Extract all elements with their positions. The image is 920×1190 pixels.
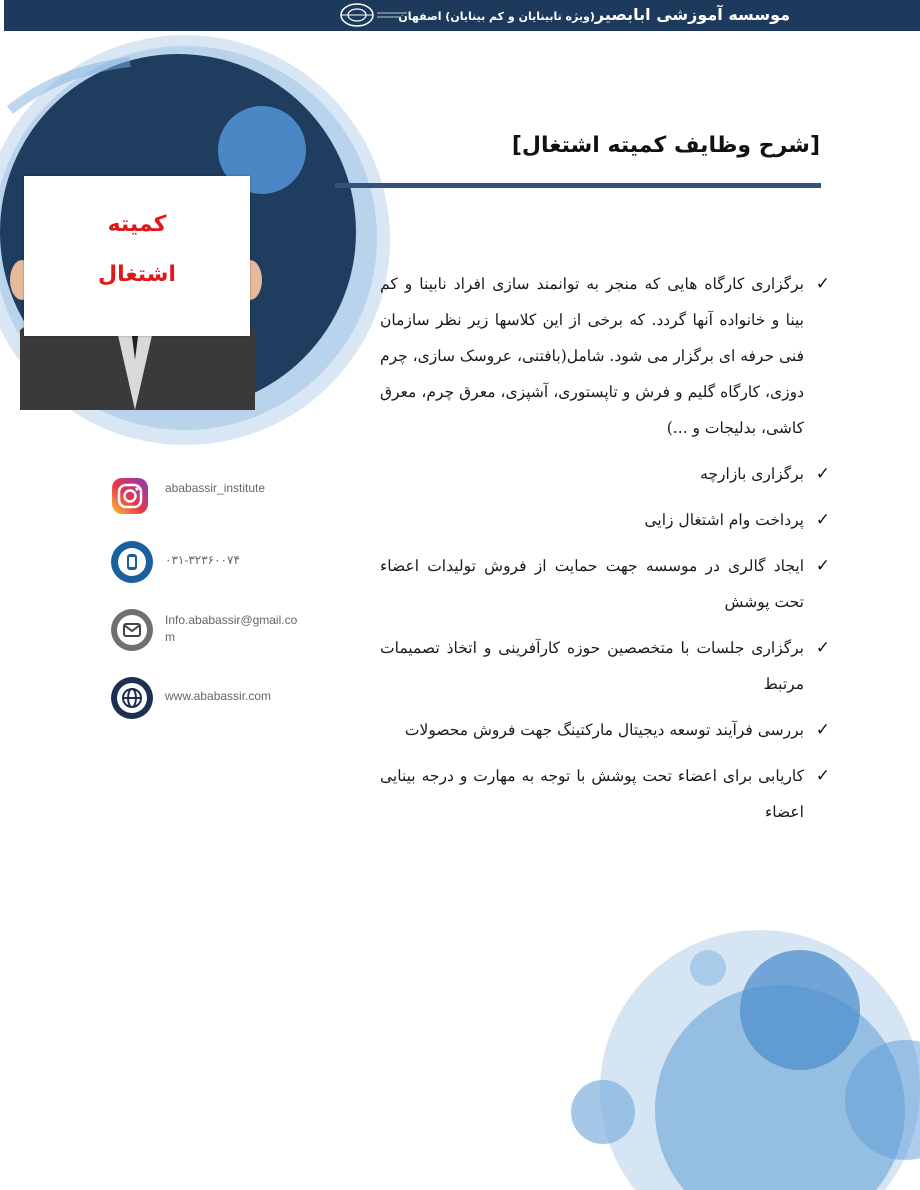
institute-subtitle: (ویژه نابینایان و کم بینایان) اصفهان — [398, 10, 595, 23]
list-item-text: پرداخت وام اشتغال زایی — [644, 511, 804, 529]
section-title: [شرح وظایف کمیته اشتغال] — [511, 133, 820, 158]
list-item-text: بررسی فرآیند توسعه دیجیتال مارکتینگ جهت فروش محصولات — [404, 721, 804, 739]
list-item-text: برگزاری کارگاه هایی که منجر به توانمند سازی افراد نابینا و کم بینا و خانواده آنها گردد. که برخی از این کلاسها زیر نظر سازمان فنی حرفه ای برگزار می شود. شامل(بافتنی، عروسک سازی، چرم دوزی، کارگاه گلیم و فرش و تاپستوری، آشپزی، معرق چرم، معرق کاشی، بدلیجات و ...) — [379, 275, 804, 437]
list-item — [380, 456, 830, 492]
committee-sign — [24, 176, 250, 336]
check-icon: ✓ — [815, 464, 830, 484]
list-item — [380, 630, 830, 702]
list-item — [380, 502, 830, 538]
email-address: Info.ababassir@gmail.com — [165, 613, 298, 644]
check-icon: ✓ — [815, 766, 830, 786]
check-icon: ✓ — [815, 274, 830, 294]
list-item — [380, 758, 830, 830]
globe-icon — [110, 676, 154, 720]
list-item-text: ایجاد گالری در موسسه جهت حمایت از فروش تولیدات اعضاء تحت پوشش — [380, 557, 804, 611]
phone-icon — [110, 540, 154, 584]
title-divider — [335, 183, 821, 188]
check-icon: ✓ — [815, 510, 830, 530]
header-bar — [4, 0, 920, 31]
instagram-icon — [110, 476, 150, 516]
list-item — [380, 712, 830, 748]
duties-list — [380, 266, 830, 840]
institute-name: موسسه آموزشی ابابصیر — [594, 5, 790, 24]
list-item-text: کاریابی برای اعضاء تحت پوشش با توجه به مهارت و درجه بینایی اعضاء — [380, 767, 804, 821]
list-item — [380, 548, 830, 620]
institute-logo-icon — [339, 2, 409, 28]
list-item — [380, 266, 830, 446]
check-icon: ✓ — [815, 638, 830, 658]
sign-line-1: کمیته — [107, 212, 167, 237]
email-icon — [110, 608, 154, 652]
list-item-text: برگزاری بازارچه — [700, 465, 804, 483]
check-icon: ✓ — [815, 720, 830, 740]
institute-title — [398, 5, 790, 24]
list-item-text: برگزاری جلسات با متخصصین حوزه کارآفرینی و اتخاذ تصمیمات مرتبط — [380, 639, 804, 693]
phone-number: ۰۳۱-۳۲۳۶۰۰۷۴ — [165, 553, 240, 567]
website-url: www.ababassir.com — [165, 689, 272, 703]
check-icon: ✓ — [815, 556, 830, 576]
instagram-handle: ababassir_institute — [165, 481, 266, 495]
sign-line-2: اشتغال — [98, 262, 176, 287]
